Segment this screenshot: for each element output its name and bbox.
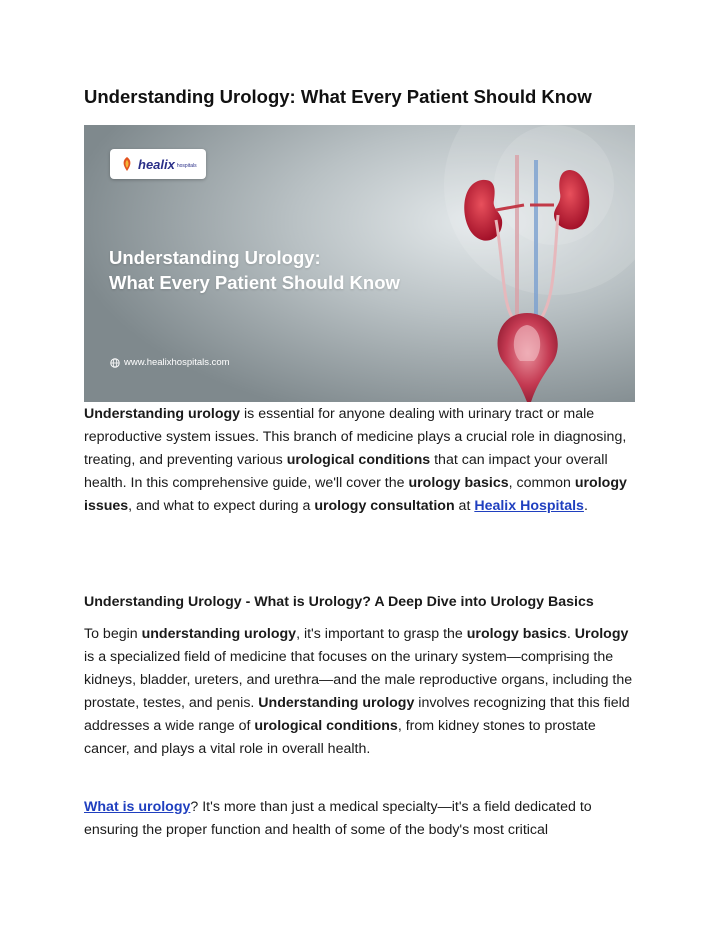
- banner-title-line-1: Understanding Urology:: [109, 247, 321, 268]
- bold-term: Understanding urology: [258, 695, 415, 711]
- text-run: that can impact your overall health. In this comprehensive guide, we'll cover the: [84, 452, 608, 491]
- banner-title-line-2: What Every Patient Should Know: [109, 272, 400, 293]
- urology-basics-paragraph: [84, 623, 636, 761]
- text-run: is essential for anyone dealing with urinary tract or male reproductive system issues. This branch of medicine plays a crucial role in diagnosing, treating, and preventing various: [84, 406, 627, 468]
- text-run: involves recognizing that this field addresses a wide range of: [84, 695, 630, 734]
- text-run: .: [566, 626, 575, 642]
- logo-subtext: hospitals: [176, 163, 197, 169]
- bold-term: urology consultation: [314, 498, 455, 514]
- text-run: at: [454, 498, 475, 514]
- text-run: is a specialized field of medicine that focuses on the urinary system—comprising the kidneys, bladder, ureters, and urethra—and the male reproductive organs, including the prostate, testes, and penis.: [84, 649, 633, 711]
- what-is-urology-link[interactable]: What is urology: [84, 799, 191, 815]
- bold-term: urological conditions: [254, 718, 398, 734]
- what-is-urology-paragraph: [84, 796, 636, 842]
- text-run: , and what to expect during a: [128, 498, 315, 514]
- text-run: , it's important to grasp the: [296, 626, 467, 642]
- healix-hospitals-link[interactable]: Healix Hospitals: [474, 498, 584, 514]
- banner-title: [109, 245, 400, 295]
- section-heading: Understanding Urology - What is Urology? A Deep Dive into Urology Basics: [84, 594, 594, 610]
- text-run: .: [583, 498, 588, 514]
- bold-term: Understanding urology: [84, 406, 241, 422]
- banner-url-text: www.healixhospitals.com: [124, 357, 230, 368]
- intro-paragraph: [84, 403, 636, 518]
- bold-term: urology basics: [408, 475, 509, 491]
- text-run: , common: [508, 475, 575, 491]
- bold-term: urology basics: [466, 626, 567, 642]
- hospital-logo: [110, 149, 206, 179]
- banner-website: [110, 357, 230, 368]
- bold-term: urology issues: [84, 475, 627, 514]
- text-run: To begin: [84, 626, 142, 642]
- text-run: ? It's more than just a medical specialty—it's a field dedicated to ensuring the proper function and health of some of the body's most critical: [84, 799, 592, 838]
- healix-logo-icon: [120, 156, 134, 172]
- bold-term: urological conditions: [286, 452, 431, 468]
- bold-term: Urology: [574, 626, 629, 642]
- hero-banner-image: [84, 125, 635, 402]
- logo-wordmark: healix: [138, 156, 175, 172]
- globe-icon: [110, 358, 120, 368]
- bold-term: understanding urology: [141, 626, 297, 642]
- text-run: , from kidney stones to prostate cancer, and plays a vital role in overall health.: [84, 718, 596, 757]
- page-title: Understanding Urology: What Every Patient Should Know: [84, 86, 592, 107]
